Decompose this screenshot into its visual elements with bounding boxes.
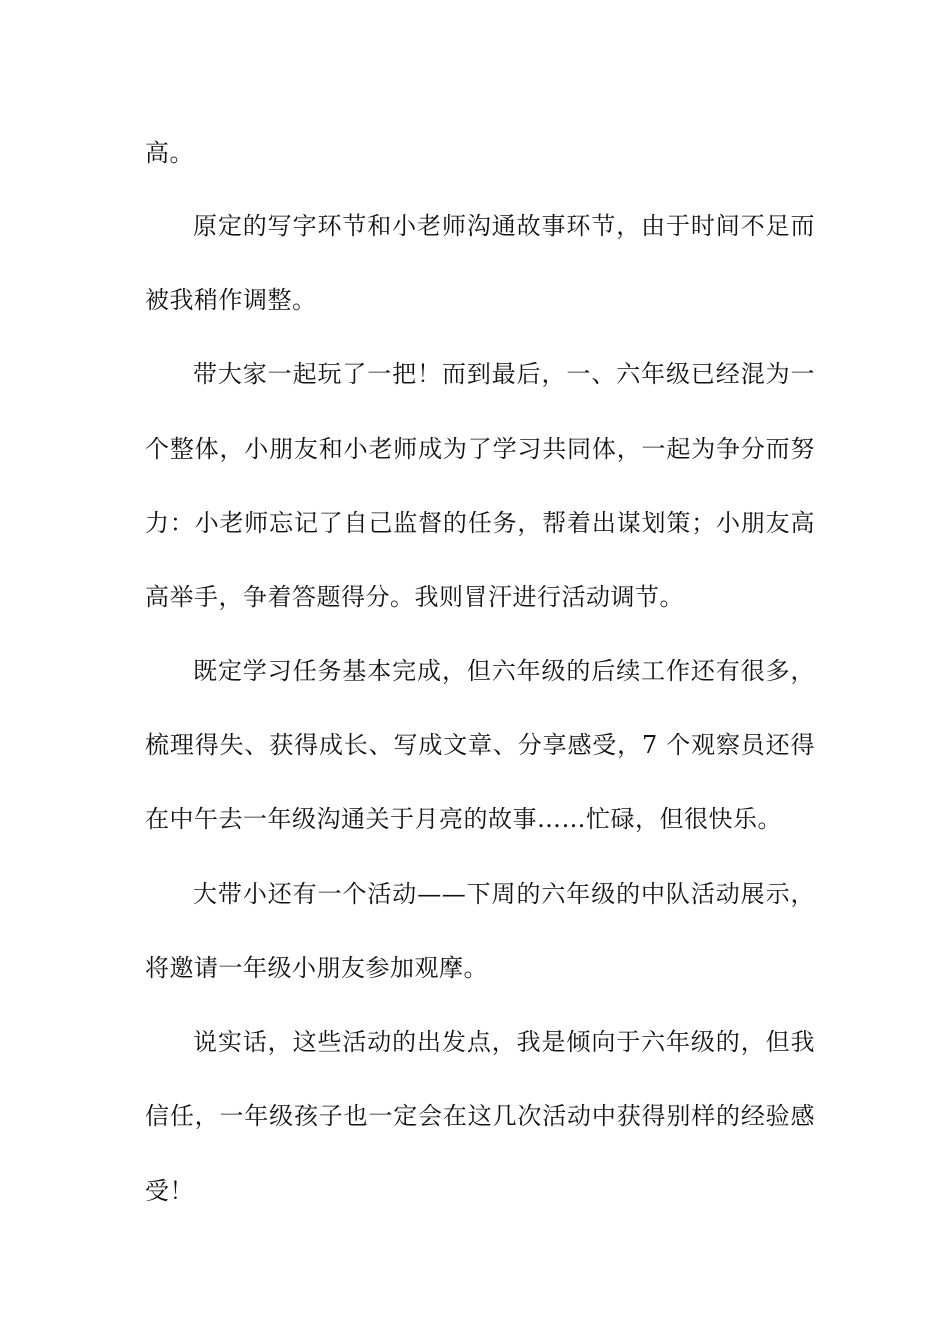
text-line: 大带小还有一个活动——下周的六年级的中队活动展示，	[193, 880, 815, 908]
text-line: 高举手，争着答题得分。我则冒汗进行活动调节。	[145, 583, 684, 611]
text-line: 梳理得失、获得成长、写成文章、分享感受，7 个观察员还得	[145, 731, 815, 759]
text-line: 高。	[145, 139, 194, 167]
text-line: 说实话，这些活动的出发点，我是倾向于六年级的，但我	[193, 1028, 815, 1056]
text-line: 个整体，小朋友和小老师成为了学习共同体，一起为争分而努	[145, 435, 815, 463]
text-line: 原定的写字环节和小老师沟通故事环节，由于时间不足而	[193, 212, 815, 240]
text-line: 将邀请一年级小朋友参加观摩。	[145, 954, 488, 982]
text-line: 既定学习任务基本完成，但六年级的后续工作还有很多，	[193, 657, 815, 685]
text-line: 力：小老师忘记了自己监督的任务，帮着出谋划策；小朋友高	[145, 509, 815, 537]
text-line: 信任，一年级孩子也一定会在这几次活动中获得别样的经验感	[145, 1102, 815, 1130]
text-line: 受！	[145, 1177, 194, 1205]
text-line: 被我稍作调整。	[145, 286, 317, 314]
text-line: 带大家一起玩了一把！而到最后，一、六年级已经混为一	[193, 360, 815, 388]
text-line: 在中午去一年级沟通关于月亮的故事……忙碌，但很快乐。	[145, 805, 782, 833]
